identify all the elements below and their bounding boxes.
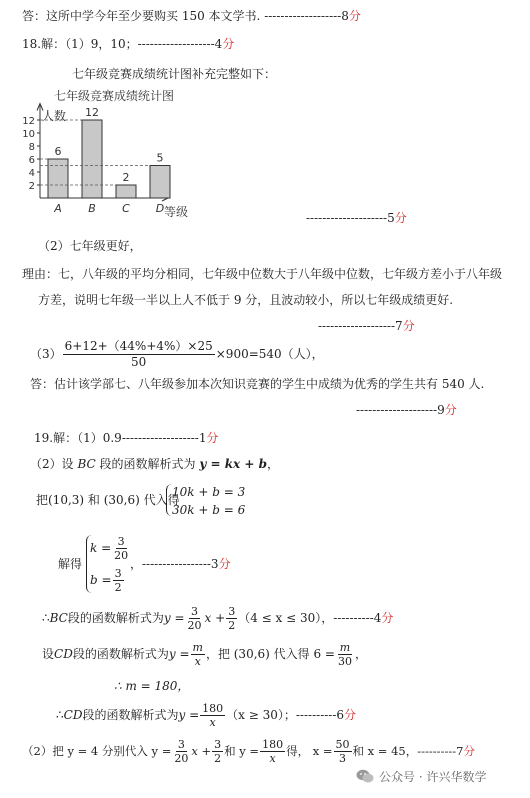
m-value: ∴ m = 180，: [114, 679, 190, 693]
den: 20: [174, 751, 189, 765]
wechat-icon: [356, 769, 374, 784]
num: 3: [191, 604, 199, 618]
chart-title: 七年级竞赛成绩统计图: [54, 89, 175, 103]
score-dashes: ----------6: [295, 708, 345, 722]
q18-part3-rest: ×900=540（人），: [215, 347, 324, 361]
q19-set-bc-post: ，: [266, 457, 279, 471]
num: 3: [214, 737, 222, 751]
cd-function: [56, 700, 356, 730]
q18-part1: [22, 36, 234, 52]
x-plus: x +: [204, 611, 226, 625]
num: m: [339, 640, 351, 654]
num: m: [192, 640, 203, 654]
y-tick-label: 10: [22, 129, 35, 140]
bar: [116, 185, 136, 198]
bc-mid: 段的函数解析式为: [67, 611, 164, 625]
q18-part3-label: （3）: [30, 347, 62, 361]
q19-set-bc-mid: 段的函数解析式为: [95, 457, 200, 471]
cd-post: ，把 (30,6) 代入得 6 =: [205, 647, 335, 661]
last-frac-1: [172, 738, 190, 765]
x-plus: x +: [191, 744, 212, 758]
num: 180: [262, 737, 284, 751]
last-frac-2: [212, 738, 223, 765]
score-unit: 分: [402, 319, 415, 333]
bc-frac-2: [226, 605, 237, 632]
equation-2: 30k + b = 6: [172, 503, 246, 517]
bar: [82, 120, 102, 198]
category-label: A: [54, 202, 62, 215]
num: 3: [177, 737, 185, 751]
bar-value-label: 5: [156, 151, 164, 165]
solve-score: [130, 556, 231, 572]
score-dashes: -------------------1: [121, 431, 207, 445]
k-den: 20: [114, 548, 129, 562]
y-tick-label: 4: [28, 168, 35, 179]
therefore-mark: ∴: [56, 708, 64, 722]
score-dashes: ----------4: [333, 611, 382, 625]
den: 20: [187, 618, 202, 632]
cd-mid: 段的函数解析式为: [72, 647, 169, 661]
b-label: b =: [90, 573, 112, 587]
segment-bc: BC: [49, 611, 68, 625]
den: x: [269, 751, 276, 765]
solution-b: [90, 566, 125, 594]
score-unit: 分: [444, 403, 457, 417]
y-equals: y =: [178, 708, 200, 722]
segment-cd: CD: [63, 708, 83, 722]
q19-set-bc: [30, 456, 279, 472]
b-den: 2: [114, 580, 122, 594]
bc-frac-1: [186, 605, 204, 632]
category-label: B: [88, 202, 96, 215]
cd-set: [42, 640, 367, 668]
y-tick-label: 2: [28, 181, 35, 192]
bar-value-label: 12: [85, 106, 99, 119]
score-dashes: --------------------5: [306, 211, 395, 225]
solution-k: [90, 534, 131, 562]
answer-estimate-score: [356, 402, 457, 418]
y-tick-label: 8: [28, 142, 35, 153]
score-unit: 分: [222, 37, 235, 51]
category-label: D: [155, 202, 165, 215]
segment-bc: BC: [77, 457, 96, 471]
cd2-mid: 段的函数解析式为: [82, 708, 179, 722]
cd-end: ，: [354, 647, 367, 661]
equation-1: 10k + b = 3: [172, 485, 246, 499]
q19-set-bc-pre: （2）设: [30, 457, 78, 471]
score-unit: 分: [463, 744, 475, 758]
cd2-range: （x ≥ 30）；: [226, 708, 296, 722]
cd-frac-2: [336, 641, 354, 668]
score-dashes: -------------------7: [318, 319, 403, 333]
y-equals: y =: [168, 647, 190, 661]
score-unit: 分: [348, 9, 361, 23]
k-num: 3: [117, 534, 125, 548]
reason-score: [318, 318, 415, 334]
q18-part1-text: 18.解：（1）9，10；: [22, 37, 138, 51]
last-got: 得， x =: [286, 744, 333, 758]
therefore-mark: ∴: [42, 611, 50, 625]
q19-solve-label: 解得: [58, 557, 83, 571]
answer-estimate: 答：估计该学部七、八年级参加本次知识竞赛的学生中成绩为优秀的学生共有 540 人.: [30, 377, 485, 391]
answer-line-book-purchase: [22, 8, 361, 24]
last-frac-4: [334, 738, 352, 765]
num: 3: [228, 604, 236, 618]
q19-part1-text: 19.解：（1）0.9: [34, 431, 122, 445]
q19-last: [22, 736, 475, 766]
cd2-frac: [200, 702, 225, 729]
chart-ylabel: 人数: [42, 109, 67, 123]
last-and: 和 y =: [224, 744, 260, 758]
y-equals: y =: [163, 611, 185, 625]
cd-frac-1: [191, 641, 205, 668]
segment-cd: CD: [54, 647, 73, 661]
den: 30: [337, 654, 352, 668]
q18-part3-fraction: [63, 339, 215, 370]
q18-part3: [30, 338, 324, 370]
score-unit: 分: [381, 611, 394, 625]
bar: [48, 159, 68, 198]
den: 2: [214, 751, 222, 765]
answer-text: 答：这所中学今年至少要购买 150 本文学书.: [22, 9, 261, 23]
watermark-text: 公众号 · 许兴华数学: [379, 770, 487, 784]
supplement-heading: 七年级竞赛成绩统计图补充完整如下：: [72, 67, 277, 81]
y-tick-label: 12: [22, 116, 35, 127]
score-dashes: -------------------4: [137, 37, 223, 51]
last-pre: （2）把 y = 4 分别代入 y =: [22, 744, 172, 758]
score-unit: 分: [206, 431, 219, 445]
y-tick-label: 6: [28, 155, 35, 166]
fraction-denominator: 50: [131, 354, 147, 369]
score-unit: 分: [218, 557, 231, 571]
k-fraction: [112, 535, 130, 562]
watermark: [356, 768, 486, 785]
bc-function: [42, 604, 393, 632]
k-label: k =: [90, 541, 112, 555]
num: 50: [335, 737, 350, 751]
last-and2: 和 x = 45，: [352, 744, 418, 758]
score-dashes: ----------7: [417, 744, 464, 758]
last-frac-3: [260, 738, 285, 765]
q19-part1: [34, 430, 219, 446]
category-label: C: [122, 202, 130, 215]
q19-substitute: 把(10,3) 和 (30,6) 代入得: [36, 493, 180, 507]
num: 180: [202, 701, 224, 715]
b-fraction: [113, 567, 124, 594]
b-num: 3: [114, 566, 122, 580]
bar-chart: [18, 86, 228, 221]
score-dashes: -------------------8: [264, 9, 349, 23]
score-dashes: ，-----------------3: [130, 557, 219, 571]
fraction-numerator: 6+12+（44%+4%）×25: [64, 338, 213, 353]
reason-line-1: 理由：七，八年级的平均分相同，七年级中位数大于八年级中位数，七年级方差小于八年级: [22, 267, 503, 281]
chart-xlabel: 等级: [164, 205, 189, 219]
bar: [150, 166, 170, 199]
den: 3: [339, 751, 347, 765]
reason-line-2: 方差，说明七年级一半以上人不低于 9 分，且波动较小，所以七年级成绩更好.: [38, 293, 454, 307]
den: x: [194, 654, 201, 668]
bc-range: （4 ≤ x ≤ 30），: [238, 611, 334, 625]
q18-part2: （2）七年级更好，: [38, 239, 142, 253]
score-unit: 分: [394, 211, 407, 225]
bar-value-label: 6: [54, 145, 62, 158]
score-dashes: --------------------9: [356, 403, 445, 417]
den: x: [209, 715, 216, 729]
linear-expression: y = kx + b: [199, 457, 267, 471]
cd-pre: 设: [42, 647, 55, 661]
score-unit: 分: [344, 708, 357, 722]
bar-value-label: 2: [122, 171, 130, 184]
den: 2: [228, 618, 236, 632]
q18-part1-end: [306, 210, 407, 226]
